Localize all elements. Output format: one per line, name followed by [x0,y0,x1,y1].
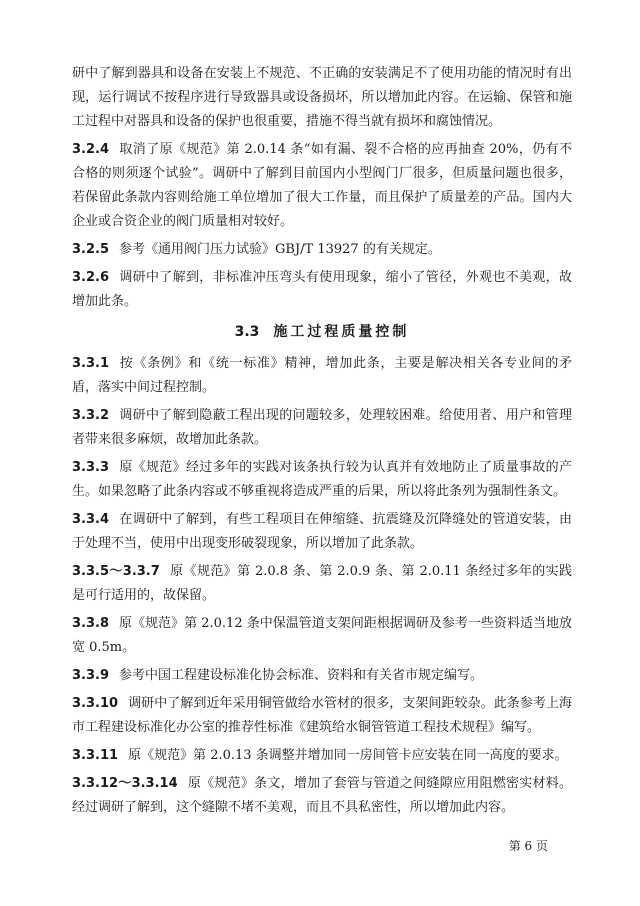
clause-text: 原《规范》第 2.0.8 条、第 2.0.9 条、第 2.0.11 条经过多年的实践是可行适用的，故保留。 [72,564,572,603]
clause-number: 3.3.10 [72,696,119,711]
page-number: 第 6 页 [508,839,548,853]
clause-3-3-4 [72,508,572,556]
clause-text: 取消了原《规范》第 2.0.14 条“如有漏、裂不合格的应再抽查 20%，仍有不合格的则须逐个试验”。调研中了解到目前国内小型阀门厂很多，但质量问题也很多，若保留此条款内容则给施工单位增加了很大工作量，而且保护了质量差的产品。国内大企业或合资企业的阀门质量相对较好。 [72,142,572,229]
clauses-3-2 [72,138,572,314]
clause-number: 3.2.6 [72,270,110,285]
section-heading [72,320,572,344]
clause-3-3-5-to-3-3-7 [72,560,572,608]
clause-text: 参考中国工程建设标准化协会标准、资料和有关省市规定编写。 [119,668,484,683]
clause-3-2-6 [72,266,572,314]
clause-number: 3.2.5 [72,242,110,257]
clause-3-2-4 [72,138,572,234]
clause-number: 3.3.3 [72,460,110,475]
section-number: 3.3 [234,324,260,340]
clause-3-3-8 [72,612,572,660]
clause-number: 3.2.4 [72,142,110,157]
clause-text: 原《规范》经过多年的实践对该条执行较为认真并有效地防止了质量事故的产生。如果忽略了此条内容或不够重视将造成严重的后果，所以将此条列为强制性条文。 [72,460,572,499]
clause-number: 3.3.12～3.3.14 [72,776,178,791]
clause-text: 调研中了解到，非标准冲压弯头有使用现象，缩小了管径，外观也不美观，故增加此条。 [72,270,572,309]
clause-text: 在调研中了解到，有些工程项目在伸缩缝、抗震缝及沉降缝处的管道安装，由于处理不当，使用中出现变形破裂现象，所以增加了此条款。 [72,512,572,551]
section-title: 施工过程质量控制 [273,324,410,340]
clause-number: 3.3.11 [72,748,119,763]
clause-3-3-12-to-3-3-14 [72,772,572,820]
clause-number: 3.3.8 [72,616,110,631]
clause-number: 3.3.2 [72,408,110,423]
clause-3-3-3 [72,456,572,504]
clause-3-3-11 [72,744,572,768]
clause-text: 调研中了解到隐蔽工程出现的问题较多，处理较困难。给使用者、用户和管理者带来很多麻烦，故增加此条款。 [72,408,572,447]
clause-text: 原《规范》条文，增加了套管与管道之间缝隙应用阻燃密实材料。经过调研了解到，这个缝隙不堵不美观，而且不具私密性，所以增加此内容。 [72,776,572,815]
clause-text: 原《规范》第 2.0.13 条调整并增加同一房间管卡应安装在同一高度的要求。 [128,748,568,763]
clause-number: 3.3.9 [72,668,110,683]
continued-paragraph: 研中了解到器具和设备在安装上不规范、不正确的安装满足不了使用功能的情况时有出现，运行调试不按程序进行导致器具或设备损坏，所以增加此内容。在运输、保管和施工过程中对器具和设备的保护也很重要，措施不得当就有损坏和腐蚀情况。 [72,66,572,129]
clause-3-3-10 [72,692,572,740]
clause-3-2-5 [72,238,572,262]
clause-text: 参考《通用阀门压力试验》GBJ/T 13927 的有关规定。 [119,242,441,257]
clause-text: 调研中了解到近年采用铜管做给水管材的很多，支架间距较杂。此条参考上海市工程建设标准化办公室的推荐性标准《建筑给水铜管管道工程技术规程》编写。 [72,696,572,735]
clause-3-3-2 [72,404,572,452]
clauses-3-3 [72,352,572,820]
clause-text: 按《条例》和《统一标准》精神，增加此条，主要是解决相关各专业间的矛盾，落实中间过程控制。 [72,356,572,395]
clause-3-3-9 [72,664,572,688]
clause-text: 原《规范》第 2.0.12 条中保温管道支架间距根据调研及参考一些资料适当地放宽 0.5m。 [72,616,572,655]
clause-number: 3.3.5～3.3.7 [72,564,160,579]
clause-number: 3.3.4 [72,512,110,527]
document-body [72,62,572,824]
clause-number: 3.3.1 [72,356,110,371]
clause-3-3-1 [72,352,572,400]
